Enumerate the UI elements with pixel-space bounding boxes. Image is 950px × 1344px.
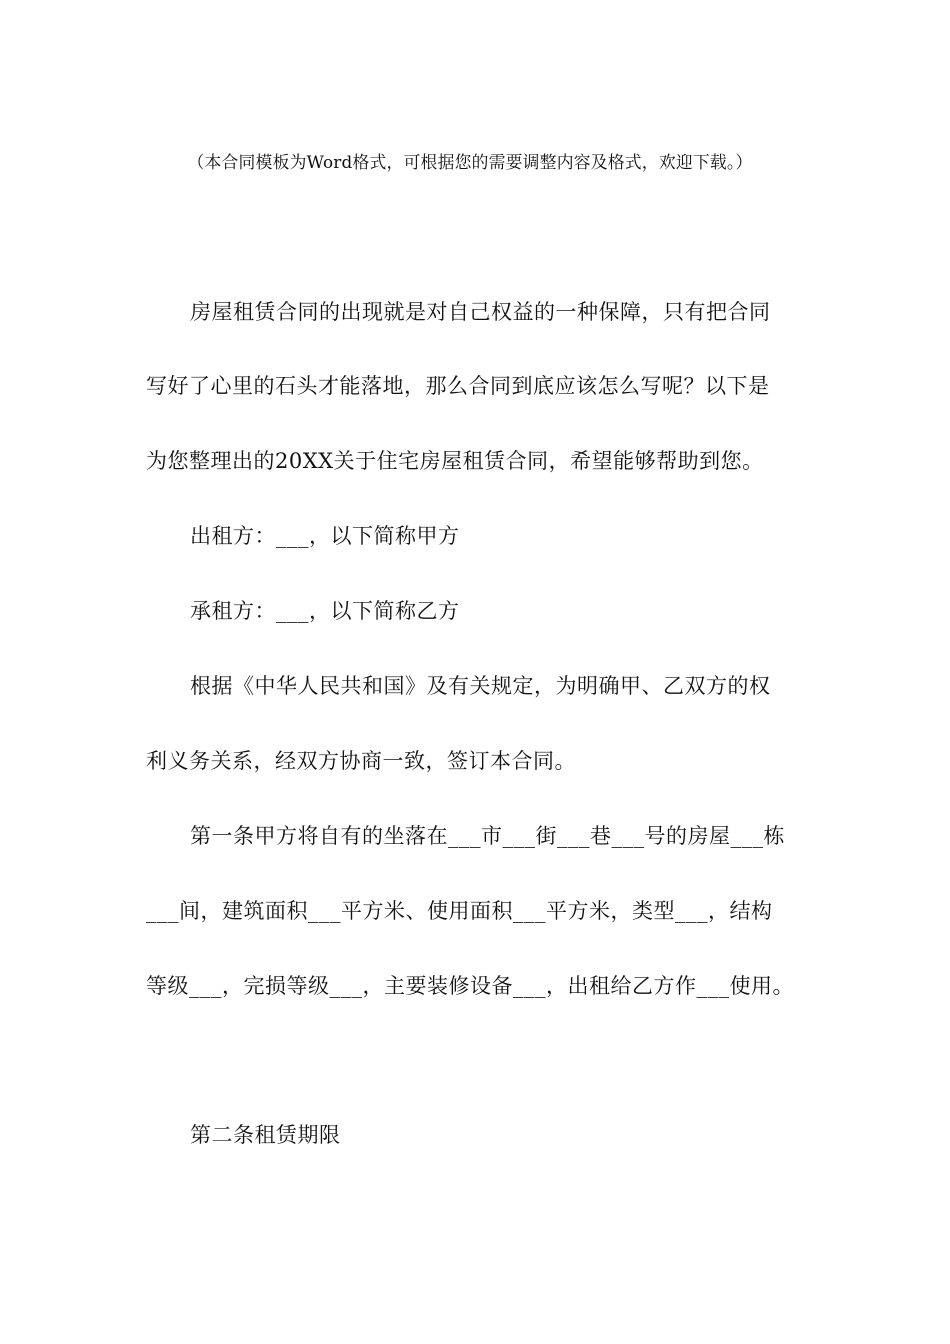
basis-line-2: 利义务关系，经双方协商一致，签订本合同。 xyxy=(146,749,576,773)
lessee-line: 承租方：___，以下简称乙方 xyxy=(190,599,460,623)
basis-line-1: 根据《中华人民共和国》及有关规定，为明确甲、乙双方的权 xyxy=(190,674,771,698)
intro-line-3: 为您整理出的20XX关于住宅房屋租赁合同，希望能够帮助到您。 xyxy=(146,449,764,473)
article1-line-2: ___间，建筑面积___平方米、使用面积___平方米，类型___，结构 xyxy=(146,899,773,923)
article1-line-3: 等级___，完损等级___，主要装修设备___，出租给乙方作___使用。 xyxy=(146,974,794,998)
intro-line-2: 写好了心里的石头才能落地，那么合同到底应该怎么写呢？以下是 xyxy=(146,374,770,398)
article1-line-1: 第一条甲方将自有的坐落在___市___街___巷___号的房屋___栋 xyxy=(190,824,785,848)
template-note: （本合同模板为Word格式，可根据您的需要调整内容及格式，欢迎下载。） xyxy=(187,153,753,173)
lessor-line: 出租方：___，以下简称甲方 xyxy=(190,524,460,548)
intro-line-1: 房屋租赁合同的出现就是对自己权益的一种保障，只有把合同 xyxy=(190,300,771,324)
article2-heading: 第二条租赁期限 xyxy=(190,1123,341,1147)
